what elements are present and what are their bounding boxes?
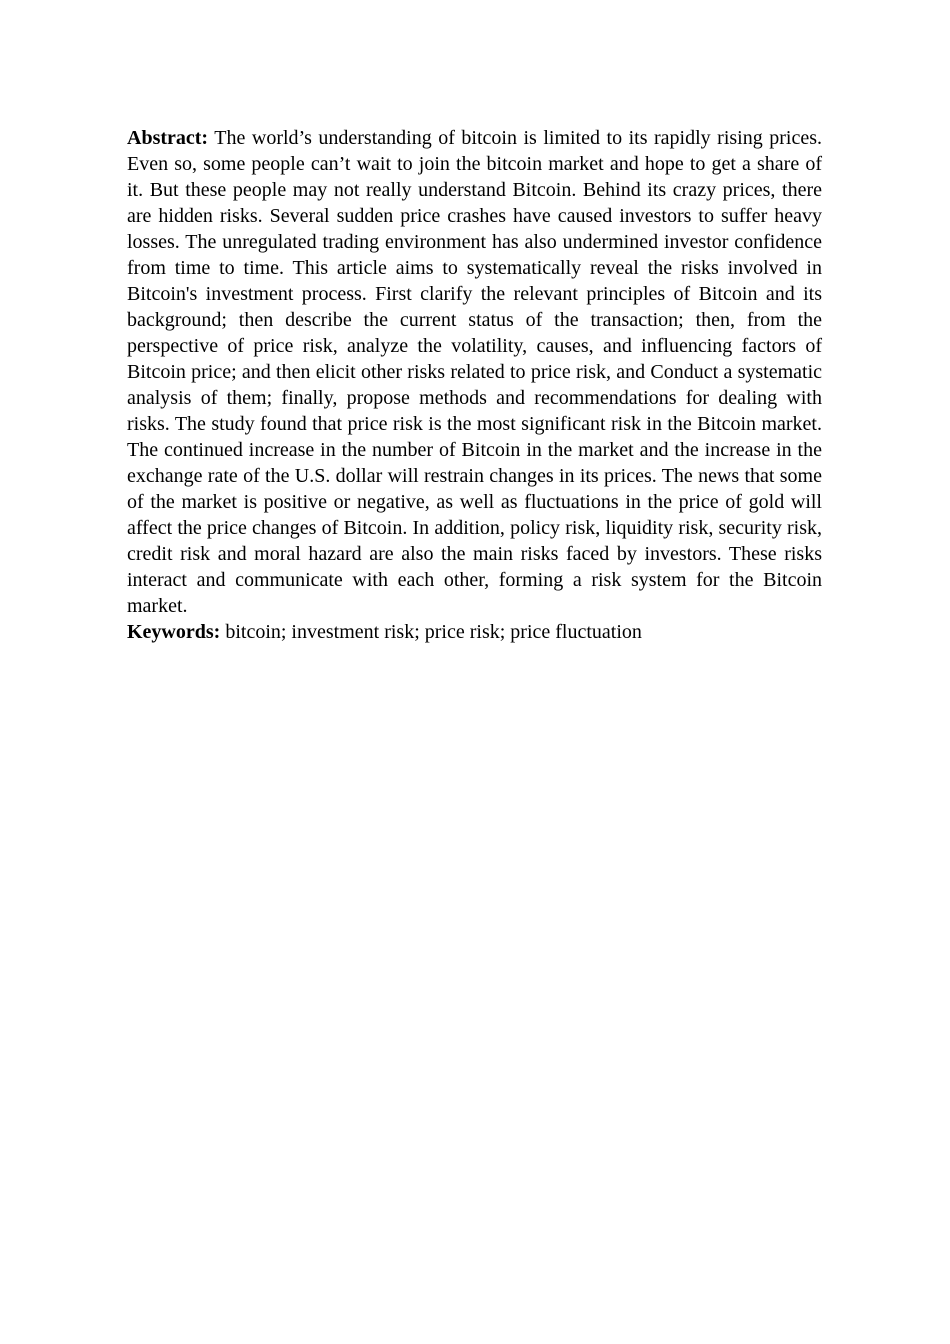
abstract-section (127, 125, 822, 645)
abstract-label: Abstract: (127, 127, 209, 149)
abstract-paragraph (127, 125, 822, 619)
abstract-text: The world’s understanding of bitcoin is limited to its rapidly rising prices. Even so, some people can’t wait to join the bitcoin market and hope to get a share of it. But these people may not really understand Bitcoin. Behind its crazy prices, there are hidden risks. Several sudden price crashes have caused investors to suffer heavy losses. The unregulated trading environment has also undermined investor confidence from time to time. This article aims to systematically reveal the risks involved in Bitcoin's investment process. First clarify the relevant principles of Bitcoin and its background; then describe the current status of the transaction; then, from the perspective of price risk, analyze the volatility, causes, and influencing factors of Bitcoin price; and then elicit other risks related to price risk, and Conduct a systematic analysis of them; finally, propose methods and recommendations for dealing with risks. The study found that price risk is the most significant risk in the Bitcoin market. The continued increase in the number of Bitcoin in the market and the increase in the exchange rate of the U.S. dollar will restrain changes in its prices. The news that some of the market is positive or negative, as well as fluctuations in the price of gold will affect the price changes of Bitcoin. In addition, policy risk, liquidity risk, security risk, credit risk and moral hazard are also the main risks faced by investors. These risks interact and communicate with each other, forming a risk system for the Bitcoin market. (127, 127, 823, 617)
keywords-label: Keywords: (127, 621, 221, 643)
keywords-text: bitcoin; investment risk; price risk; price fluctuation (225, 621, 642, 643)
keywords-paragraph (127, 619, 822, 645)
